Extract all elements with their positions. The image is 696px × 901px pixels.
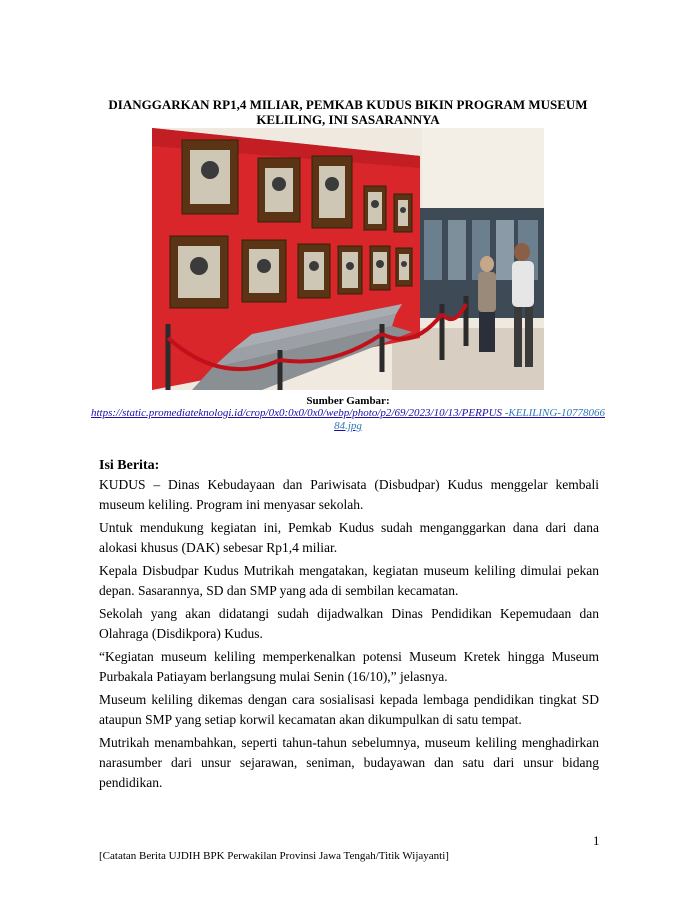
paragraph: KUDUS – Dinas Kebudayaan dan Pariwisata (Disbudpar) Kudus menggelar kembali museum keliling. Program ini menyasar sekolah. — [99, 477, 599, 512]
image-source-url-main: https://static.promediateknologi.id/crop/0x0:0x0/0x0/webp/photo/p2/69/2023/10/13/PERPUS — [90, 407, 503, 419]
paragraph: Kepala Disbudpar Kudus Mutrikah mengatakan, kegiatan museum keliling dimulai pekan depan. Sasarannya, SD dan SMP yang ada di sembilan kecamatan. — [99, 563, 599, 598]
page-number: 1 — [593, 833, 600, 848]
image-source-label: Sumber Gambar: — [306, 395, 390, 407]
document-title: DIANGGARKAN RP1,4 MILIAR, PEMKAB KUDUS BIKIN PROGRAM MUSEUM KELILING, INI SASARANNYA — [108, 97, 588, 127]
page-footer: [Catatan Berita UJDIH BPK Perwakilan Provinsi Jawa Tengah/Titik Wijayanti] — [99, 850, 449, 862]
paragraph: Museum keliling dikemas dengan cara sosialisasi kepada lembaga pendidikan tingkat SD ataupun SMP yang setiap korwil kecamatan akan dikumpulkan di satu tempat. — [99, 692, 599, 727]
article-body — [99, 475, 599, 796]
paragraph: Sekolah yang akan didatangi sudah dijadwalkan Dinas Pendidikan Kepemudaan dan Olahraga (Disdikpora) Kudus. — [99, 606, 599, 641]
museum-photo — [152, 128, 544, 390]
image-source-link[interactable] — [90, 407, 606, 433]
paragraph: Mutrikah menambahkan, seperti tahun-tahun sebelumnya, museum keliling menghadirkan narasumber dari unsur sejarawan, seniman, budayawan dan satu dari unsur bidang pendidikan. — [99, 735, 599, 790]
paragraph: “Kegiatan museum keliling memperkenalkan potensi Museum Kretek hingga Museum Purbakala Patiayam berlangsung mulai Senin (16/10),” jelasnya. — [99, 649, 599, 684]
image-source-url-tail: -KELILING-1077806684.jpg — [334, 407, 605, 432]
paragraph: Untuk mendukung kegiatan ini, Pemkab Kudus sudah menganggarkan dana dari dana alokasi khusus (DAK) sebesar Rp1,4 miliar. — [99, 520, 599, 555]
section-heading: Isi Berita: — [99, 458, 160, 473]
